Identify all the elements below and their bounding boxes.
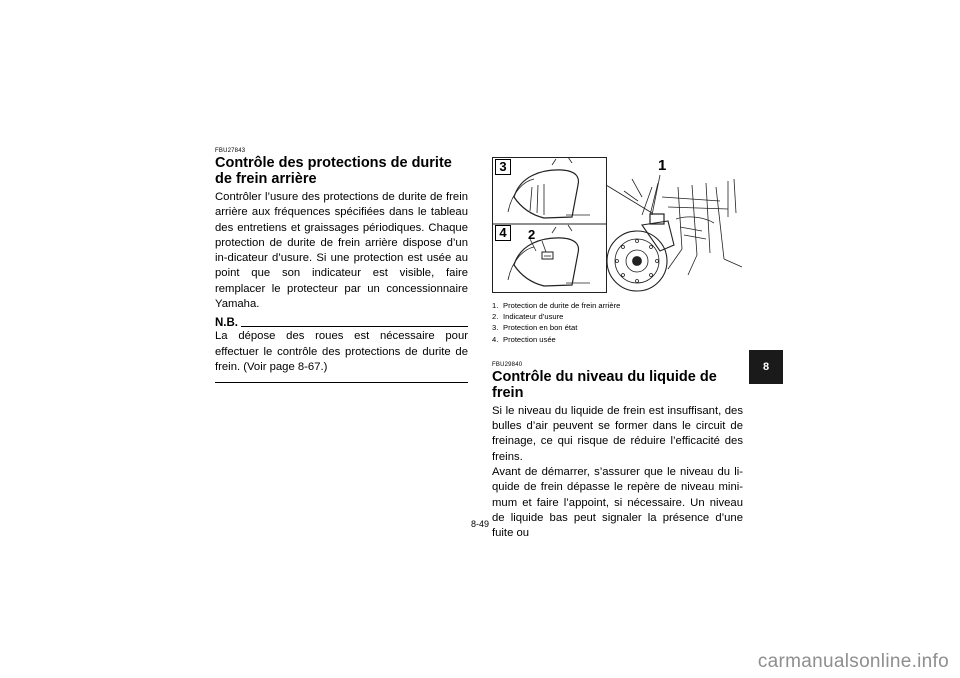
watermark-text: carmanualsonline.info	[757, 651, 949, 672]
brake-fluid-section	[492, 362, 743, 542]
callout-4-box: 4	[495, 225, 511, 241]
callout-3-box: 3	[495, 159, 511, 175]
callout-1-label: 1	[658, 157, 667, 174]
caption-item: 1. Protection de durite de frein arrière	[492, 301, 621, 310]
section-title: Contrôle du niveau du liquide de frein	[492, 368, 717, 401]
page-number: 8-49	[470, 519, 489, 529]
section-body: Avant de démarrer, s’assurer que le niveau du li-quide de frein dépasse le repère de niveau mini-mum et faire l’appoint, si nécessaire. Un niveau de liquide bas peut signaler la présence d’une fuite ou	[492, 466, 743, 540]
chapter-tab: 8	[749, 350, 783, 384]
caption-item: 4. Protection usée	[492, 334, 556, 344]
note-text: La dépose des roues est nécessaire pour effectuer le contrôle des protections de durite de frein. (Voir page 8-67.)	[215, 330, 468, 373]
left-column	[215, 148, 468, 383]
brake-hose-protector-figure	[492, 157, 743, 294]
callout-2-label: 2	[528, 227, 536, 242]
section-code: FBU29840	[492, 361, 523, 368]
note-rule	[241, 326, 468, 327]
caption-item: 2. Indicateur d’usure	[492, 312, 564, 322]
section-body: Si le niveau du liquide de frein est insuffisant, des bulles d’air peuvent se former dans le circuit de freinage, ce qui risque de réduire l’efficacité des freins.	[492, 404, 743, 463]
note-end-rule	[215, 382, 468, 383]
figure-illustration	[492, 157, 743, 294]
section-code: FBU27843	[215, 148, 246, 154]
figure-captions	[492, 300, 743, 345]
note-label: N.B.	[215, 317, 238, 330]
note-header	[215, 317, 468, 329]
section-body: Contrôler l’usure des protections de durite de frein arrière aux fréquences spécifiées dans le tableau des entretiens et graissages périodiques. Chaque protection de durite de frein arrière dispose d’un in-dicateur d’usure. Si une protection est usée au point que son indicateur est visible, faire remplacer le protecteur par un concessionnaire Yamaha.	[215, 191, 468, 311]
caption-item: 3. Protection en bon état	[492, 323, 578, 333]
right-column	[492, 157, 743, 541]
section-title: Contrôle des protections de durite de frein arrière	[215, 155, 452, 187]
